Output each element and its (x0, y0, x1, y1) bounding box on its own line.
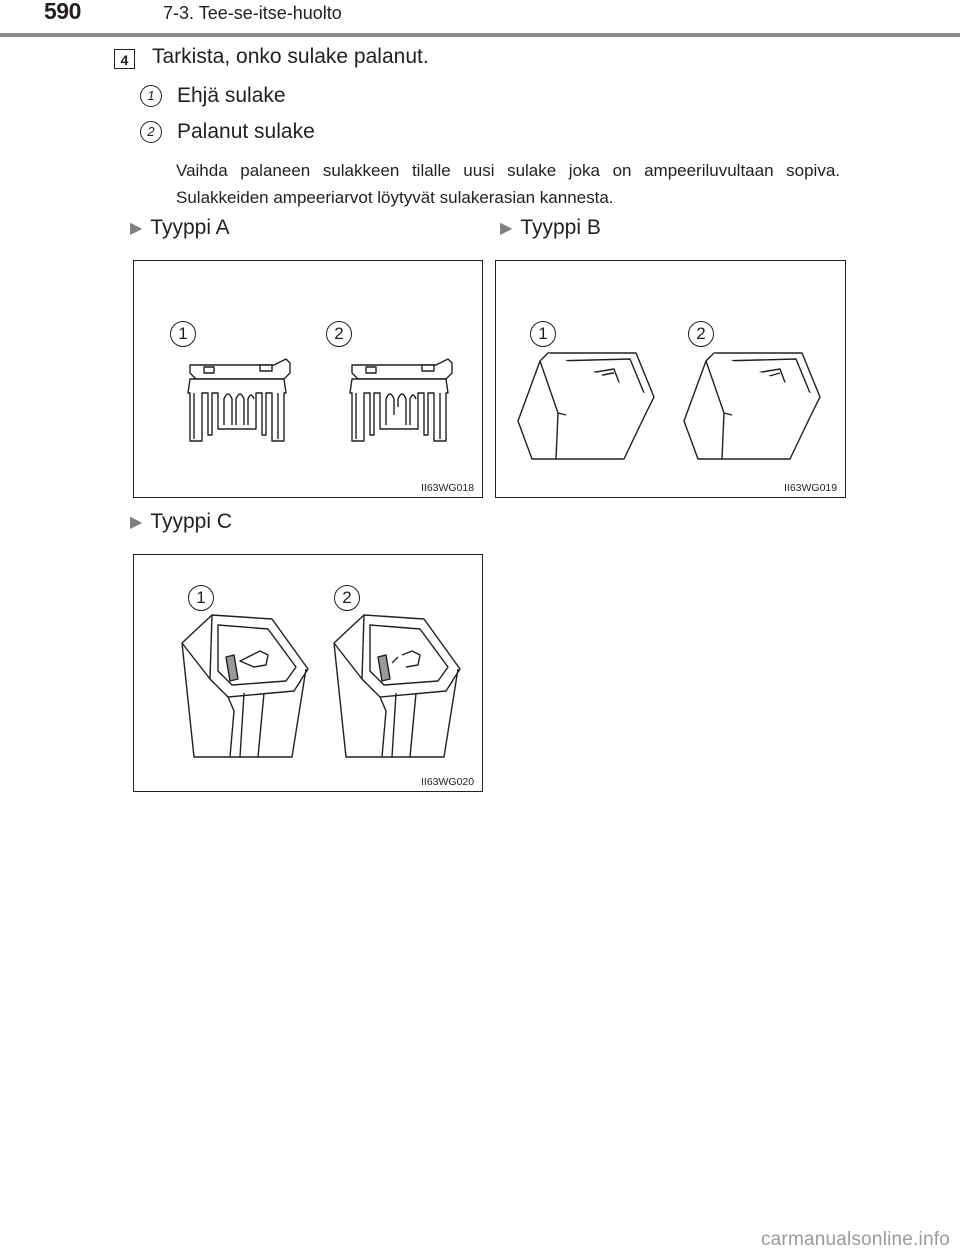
figure-type-a (133, 260, 483, 498)
triangle-bullet-icon: ▶ (130, 514, 143, 531)
callout-1: 1 (170, 321, 196, 347)
replacement-note: Vaihda palaneen sulakkeen tilalle uusi sulake joka on ampeeriluvultaan sopiva. Sulakkeiden ampeeriarvot löytyvät sulakerasian kannesta. (176, 161, 840, 207)
item-number-1: 1 (140, 85, 162, 107)
fuse-type-b-illustration (496, 261, 847, 499)
section-title: 7-3. Tee-se-itse-huolto (163, 3, 342, 23)
figure-code: II63WG019 (784, 482, 838, 494)
figure-code: II63WG018 (421, 482, 475, 494)
step-instruction: Tarkista, onko sulake palanut. (152, 45, 429, 68)
callout-1: 1 (530, 321, 556, 347)
step-number-badge: 4 (114, 49, 135, 69)
figure-code: II63WG020 (421, 776, 475, 788)
item-number-2: 2 (140, 121, 162, 143)
heading-type-c: ▶ Tyyppi C (130, 510, 233, 533)
triangle-bullet-icon: ▶ (130, 220, 143, 237)
callout-2: 2 (326, 321, 352, 347)
callout-2: 2 (688, 321, 714, 347)
figure-type-b (495, 260, 846, 498)
heading-type-b: ▶ Tyyppi B (500, 216, 601, 239)
page-number: 590 (44, 0, 81, 24)
header-rule (0, 33, 960, 37)
heading-type-a: ▶ Tyyppi A (130, 216, 230, 239)
callout-2: 2 (334, 585, 360, 611)
item-label-blown-fuse: Palanut sulake (177, 120, 315, 143)
watermark: carmanualsonline.info (760, 1229, 950, 1250)
item-label-intact-fuse: Ehjä sulake (177, 84, 286, 107)
callout-1: 1 (188, 585, 214, 611)
triangle-bullet-icon: ▶ (500, 220, 513, 237)
fuse-type-a-illustration (134, 261, 484, 499)
figure-type-c (133, 554, 483, 792)
fuse-type-c-illustration (134, 555, 484, 793)
